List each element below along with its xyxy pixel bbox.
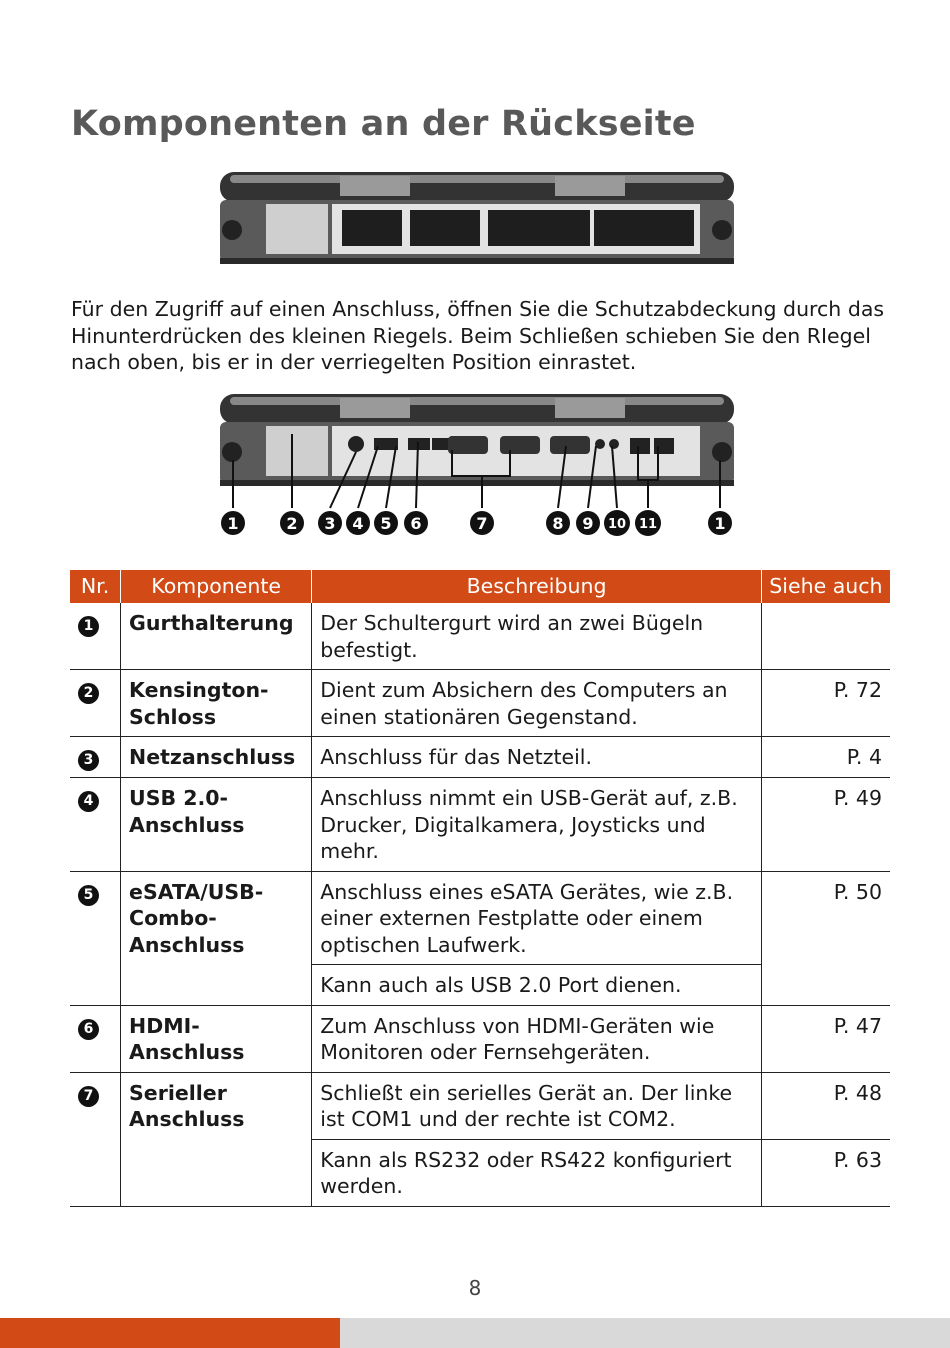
page-reference: P. 72 xyxy=(761,670,890,737)
svg-text:7: 7 xyxy=(476,514,488,533)
svg-text:2: 2 xyxy=(286,514,298,533)
svg-text:3: 3 xyxy=(324,514,336,533)
components-table xyxy=(70,570,890,1207)
svg-text:4: 4 xyxy=(352,514,364,533)
component-description: Anschluss eines eSATA Gerätes, wie z.B. einer externen Festplatte oder einem optischen Laufwerk. xyxy=(312,871,762,965)
component-description: Anschluss nimmt ein USB-Gerät auf, z.B. Drucker, Digitalkamera, Joysticks und mehr. xyxy=(312,778,762,872)
component-name: Serieller Anschluss xyxy=(121,1072,312,1206)
component-description: Schließt ein serielles Gerät an. Der linke ist COM1 und der rechte ist COM2. xyxy=(312,1072,762,1139)
callout-2 xyxy=(280,511,304,535)
callout-markers xyxy=(220,390,740,550)
row-number: 4 xyxy=(78,791,99,812)
table-row xyxy=(70,778,890,872)
page-reference: P. 4 xyxy=(761,737,890,778)
table-row xyxy=(70,871,890,965)
page-reference xyxy=(761,603,890,670)
page-reference-extra: P. 63 xyxy=(761,1139,890,1206)
component-name: Gurthalterung xyxy=(121,603,312,670)
table-row xyxy=(70,1072,890,1139)
callout-1-left xyxy=(221,511,245,535)
callout-11 xyxy=(635,510,661,536)
callout-10 xyxy=(604,510,630,536)
table-row xyxy=(70,670,890,737)
callout-4 xyxy=(346,511,370,535)
svg-text:10: 10 xyxy=(607,517,627,532)
header-component: Komponente xyxy=(121,570,312,603)
page-reference: P. 50 xyxy=(761,871,890,1005)
component-description-extra: Kann auch als USB 2.0 Port dienen. xyxy=(312,965,762,1006)
callout-7 xyxy=(470,511,494,535)
callout-8 xyxy=(546,511,570,535)
callout-1-right xyxy=(708,511,732,535)
component-description: Anschluss für das Netzteil. xyxy=(312,737,762,778)
component-name: USB 2.0-Anschluss xyxy=(121,778,312,872)
callout-5 xyxy=(374,511,398,535)
table-row xyxy=(70,1005,890,1072)
svg-text:9: 9 xyxy=(582,514,594,533)
svg-text:11: 11 xyxy=(638,517,658,532)
row-number: 1 xyxy=(78,616,99,637)
component-description-extra: Kann als RS232 oder RS422 konfiguriert werden. xyxy=(312,1139,762,1206)
header-nr: Nr. xyxy=(70,570,121,603)
laptop-rear-closed-image xyxy=(220,172,734,266)
footer-accent-bar xyxy=(0,1318,340,1348)
component-name: eSATA/USB-Combo-Anschluss xyxy=(121,871,312,1005)
callout-6 xyxy=(404,511,428,535)
callout-9 xyxy=(576,511,600,535)
page-title: Komponenten an der Rückseite xyxy=(71,104,696,144)
page-reference: P. 47 xyxy=(761,1005,890,1072)
row-number: 6 xyxy=(78,1019,99,1040)
svg-text:1: 1 xyxy=(714,514,726,533)
component-description: Zum Anschluss von HDMI-Geräten wie Monitoren oder Fernsehgeräten. xyxy=(312,1005,762,1072)
component-description: Der Schultergurt wird an zwei Bügeln befestigt. xyxy=(312,603,762,670)
component-name: HDMI-Anschluss xyxy=(121,1005,312,1072)
page-reference: P. 49 xyxy=(761,778,890,872)
row-number: 2 xyxy=(78,683,99,704)
callout-3 xyxy=(318,511,342,535)
component-description: Dient zum Absichern des Computers an einen stationären Gegenstand. xyxy=(312,670,762,737)
svg-text:6: 6 xyxy=(410,514,422,533)
header-description: Beschreibung xyxy=(312,570,762,603)
footer-grey-bar xyxy=(340,1318,950,1348)
page-reference: P. 48 xyxy=(761,1072,890,1139)
header-see-also: Siehe auch xyxy=(761,570,890,603)
svg-text:5: 5 xyxy=(380,514,392,533)
intro-paragraph: Für den Zugriff auf einen Anschluss, öffnen Sie die Schutzabdeckung durch das Hinunterdrücken des kleinen Riegels. Beim Schließen schieben Sie den RIegel nach oben, bis er in der verriegelten Position einrastet. xyxy=(71,297,885,374)
component-name: Kensington-Schloss xyxy=(121,670,312,737)
svg-text:1: 1 xyxy=(227,514,239,533)
page-number: 8 xyxy=(468,1276,482,1300)
row-number: 7 xyxy=(78,1086,99,1107)
row-number: 3 xyxy=(78,750,99,771)
table-row xyxy=(70,603,890,670)
row-number: 5 xyxy=(78,885,99,906)
component-name: Netzanschluss xyxy=(121,737,312,778)
svg-text:8: 8 xyxy=(552,514,564,533)
table-header-row xyxy=(70,570,890,603)
table-row xyxy=(70,737,890,778)
